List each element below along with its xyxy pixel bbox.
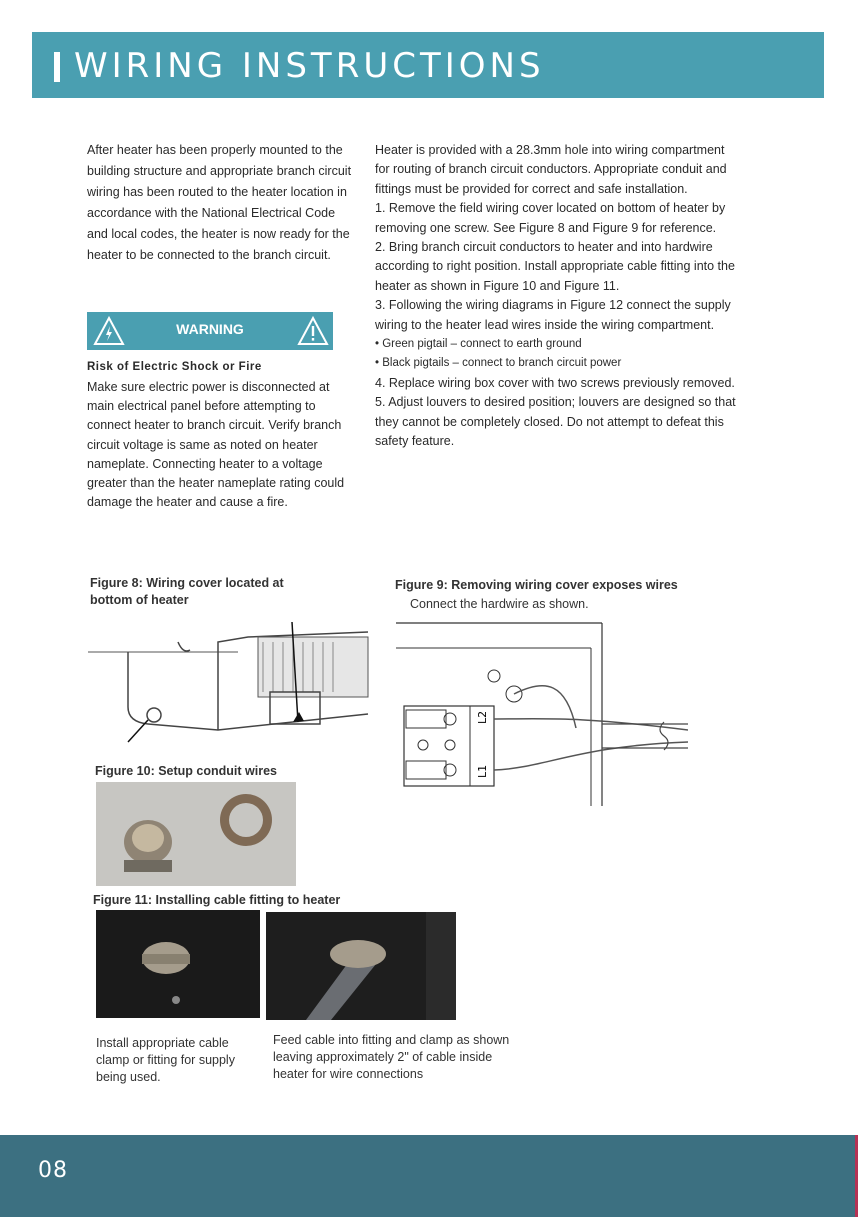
terminal-l1-label: L1 [476, 764, 489, 778]
figure-9-title: Figure 9: Removing wiring cover exposes wires [395, 578, 678, 592]
exclamation-warning-icon [297, 316, 329, 346]
intro-text: After heater has been properly mounted to the building structure and appropriate branch circuit wiring has been routed to the heater location in accordance with the National Electrical Code and local codes, the heater is now ready for the heater to be connected to the branch circuit. [87, 143, 352, 262]
header-accent-bar [54, 52, 60, 82]
intro-paragraph [87, 140, 357, 266]
page-number: 08 [38, 1158, 68, 1183]
page-header [32, 32, 824, 98]
figure-11-right-photo [266, 912, 456, 1020]
figure-11-title: Figure 11: Installing cable fitting to heater [93, 893, 341, 907]
figure-11-caption-right: Feed cable into fitting and clamp as shown leaving approximately 2" of cable inside heater for wire connections [273, 1033, 510, 1081]
step-1: 1. Remove the field wiring cover located on bottom of heater by removing one screw. See Figure 8 and Figure 9 for reference. [375, 201, 726, 235]
figure-11-left-photo [96, 910, 260, 1018]
terminal-l2-label: L2 [476, 710, 489, 724]
risk-body: Make sure electric power is disconnected at main electrical panel before attempting to connect heater to branch circuit. Verify branch circuit voltage is same as noted on heater nameplate. Connecting heater to a voltage greater than the heater nameplate rating could damage the heater and cause a fire. [87, 380, 345, 510]
figure-9-wiring-diagram [396, 618, 688, 808]
warning-label: WARNING [176, 321, 244, 337]
step-4: 4. Replace wiring box cover with two screws previously removed. [375, 375, 735, 390]
figure-8-heater-bottom-illustration [88, 612, 378, 762]
figure-10-conduit-fittings-photo [96, 782, 296, 886]
warning-banner [87, 312, 333, 350]
bullet-black-pigtails: • Black pigtails – connect to branch circuit power [375, 357, 622, 370]
figure-10-title: Figure 10: Setup conduit wires [95, 764, 277, 778]
step-5: 5. Adjust louvers to desired position; louvers are designed so that they cannot be completely closed. Do not attempt to defeat this safety feature. [375, 395, 736, 449]
page-footer [0, 1135, 858, 1217]
instructions-column [375, 141, 741, 452]
page-title: WIRING INSTRUCTIONS [74, 46, 545, 86]
figure-11-caption-left: Install appropriate cable clamp or fitting for supply being used. [96, 1036, 235, 1084]
step-3: 3. Following the wiring diagrams in Figure 12 connect the supply wiring to the heater lead wires inside the wiring compartment. [375, 298, 731, 332]
bullet-green-pigtail: • Green pigtail – connect to earth ground [375, 338, 582, 351]
figure-8-title: Figure 8: Wiring cover located at bottom of heater [90, 576, 284, 607]
figure-9-subtitle: Connect the hardwire as shown. [410, 597, 589, 611]
step-2: 2. Bring branch circuit conductors to heater and into hardwire according to right position. Install appropriate cable fitting into the heater as shown in Figure 10 and Figure 11. [375, 240, 735, 293]
instructions-intro: Heater is provided with a 28.3mm hole into wiring compartment for routing of branch circuit conductors. Appropriate conduit and fittings must be provided for correct and safe installation. [375, 143, 727, 196]
risk-title: Risk of Electric Shock or Fire [87, 361, 262, 373]
